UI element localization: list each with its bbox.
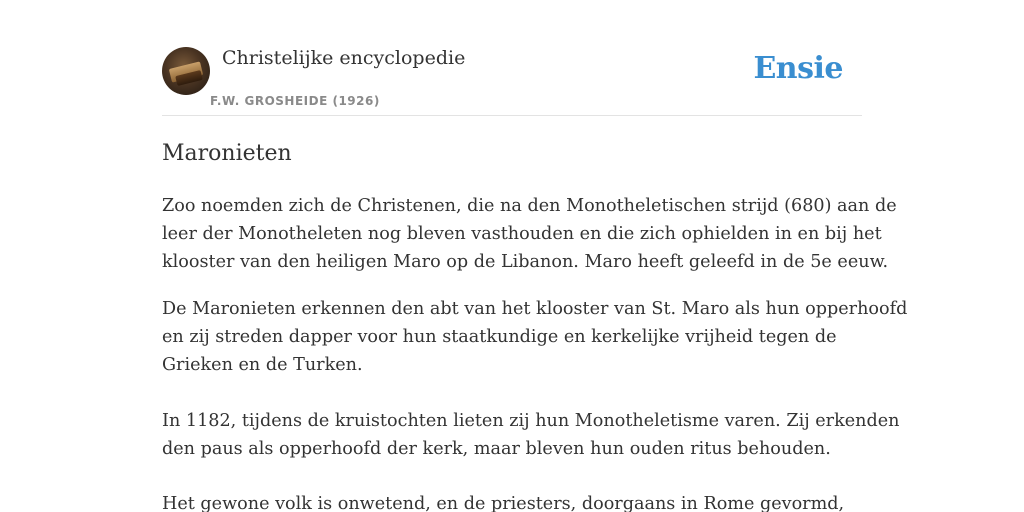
- paragraph-line: Grieken en de Turken.: [162, 355, 363, 375]
- publication-avatar[interactable]: [162, 47, 210, 95]
- paragraph-line: en zij streden dapper voor hun staatkundige en kerkelijke vrijheid tegen de: [162, 327, 837, 347]
- brand-logo[interactable]: Ensie: [753, 51, 843, 86]
- paragraph-line: den paus als opperhoofd der kerk, maar bleven hun ouden ritus behouden.: [162, 439, 831, 459]
- paragraph-line: Zoo noemden zich de Christenen, die na den Monotheletischen strijd (680) aan de: [162, 196, 897, 216]
- article-paragraph: [162, 192, 897, 276]
- article-paragraph: [162, 295, 908, 379]
- publication-header: [162, 0, 862, 116]
- page: [162, 0, 908, 512]
- paragraph-line: klooster van den heiligen Maro op de Libanon. Maro heeft geleefd in de 5e eeuw.: [162, 252, 889, 272]
- article-title: Maronieten: [162, 141, 292, 166]
- article-paragraph: [162, 490, 872, 512]
- publication-author: F.W. GROSHEIDE (1926): [210, 94, 380, 108]
- paragraph-line: In 1182, tijdens de kruistochten lieten zij hun Monotheletisme varen. Zij erkenden: [162, 411, 900, 431]
- paragraph-line: Het gewone volk is onwetend, en de priesters, doorgaans in Rome gevormd,: [162, 494, 845, 512]
- paragraph-line: De Maronieten erkennen den abt van het klooster van St. Maro als hun opperhoofd: [162, 299, 908, 319]
- publication-title[interactable]: Christelijke encyclopedie: [222, 47, 466, 69]
- article-paragraph: [162, 407, 900, 463]
- paragraph-line: leer der Monotheleten nog bleven vasthouden en die zich ophielden in en bij het: [162, 224, 882, 244]
